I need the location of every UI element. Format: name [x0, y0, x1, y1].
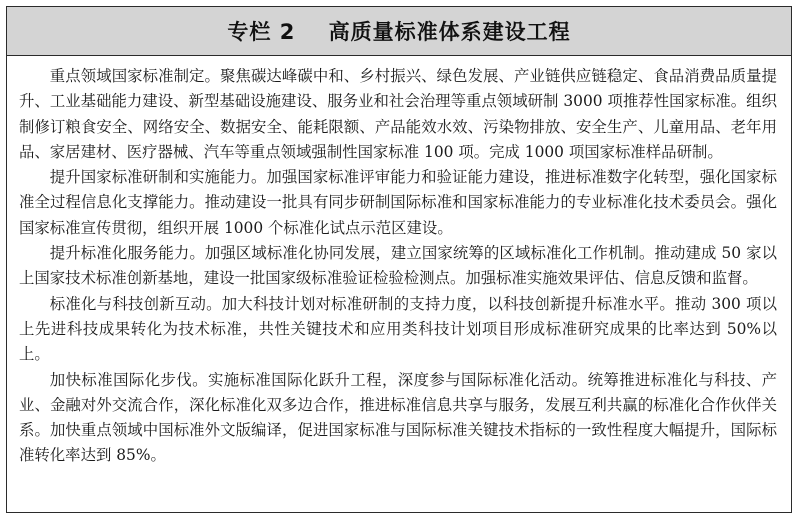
paragraph-standard-capability: 提升国家标准研制和实施能力。加强国家标准评审能力和验证能力建设，推进标准数字化转型，强化国家标准全过程信息化支撑能力。推动建设一批具有同步研制国际标准和国家标准能力的专业标准化技术委员会。强化国家标准宣传贯彻，组织开展 1000 个标准化试点示范区建设。 [19, 168, 777, 237]
column-box [6, 6, 792, 513]
column-body [7, 56, 791, 469]
paragraph-tech-innovation: 标准化与科技创新互动。加大科技计划对标准研制的支持力度，以科技创新提升标准水平。推动 300 项以上先进科技成果转化为技术标准，共性关键技术和应用类科技计划项目形成标准研究成果的比率达到 50%以上。 [19, 294, 777, 364]
column-title: 专栏 2 高质量标准体系建设工程 [227, 20, 571, 44]
paragraph-internationalization: 加快标准国际化步伐。实施标准国际化跃升工程，深度参与国际标准化活动。统筹推进标准化与科技、产业、金融对外交流合作，深化标准化双多边合作，推进标准信息共享与服务，发展互利共赢的标准化合作伙伴关系。加快重点领域中国标准外文版编译，促进国家标准与国际标准关键技术指标的一致性程度大幅提升，国际标准转化率达到 85%。 [19, 370, 777, 465]
paragraph-national-standards: 重点领域国家标准制定。聚焦碳达峰碳中和、乡村振兴、绿色发展、产业链供应链稳定、食品消费品质量提升、工业基础能力建设、新型基础设施建设、服务业和社会治理等重点领域研制 3000 项推荐性国家标准。组织制修订粮食安全、网络安全、数据安全、能耗限额、产品能效水效、污染物排放、安全生产、儿童用品、老年用品、家居建材、医疗器械、汽车等重点领域强制性国家标准 100 项。完成 1000 项国家标准样品研制。 [19, 67, 777, 161]
title-bar [7, 7, 791, 56]
paragraph-service-capability: 提升标准化服务能力。加强区域标准化协同发展，建立国家统筹的区域标准化工作机制。推动建成 50 家以上国家技术标准创新基地，建设一批国家级标准验证检验检测点。加强标准实施效果评估、信息反馈和监督。 [19, 244, 777, 288]
